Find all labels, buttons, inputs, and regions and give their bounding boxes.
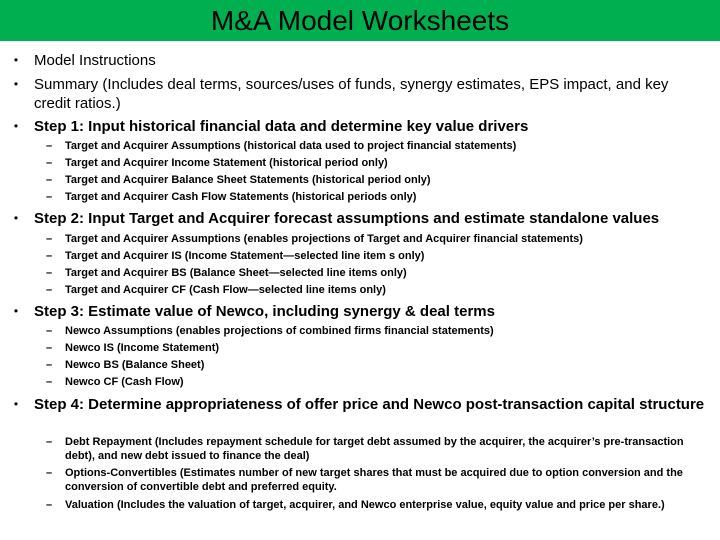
bullet-icon: • [13, 53, 19, 67]
sub-item-step1-assumptions: Target and Acquirer Assumptions (historical data used to project financial statements) [65, 140, 517, 152]
sub-bullet-icon: – [45, 342, 53, 354]
sub-bullet-icon: – [45, 250, 53, 262]
sub-bullet-icon: – [45, 267, 53, 279]
sub-item-step4-options: Options-Convertibles (Estimates number of new target shares that must be acquired due to option conversion and the conversion of convertible debt and preferred equity. [65, 467, 683, 493]
slide-title: M&A Model Worksheets [210, 5, 510, 36]
sub-item-step3-cf: Newco CF (Cash Flow) [65, 376, 184, 388]
sub-item-step2-assumptions: Target and Acquirer Assumptions (enables projections of Target and Acquirer financial statements) [65, 233, 583, 245]
sub-item-step1-cashflow: Target and Acquirer Cash Flow Statements (historical periods only) [65, 191, 417, 203]
sub-bullet-icon: – [45, 499, 53, 511]
bullet-icon: • [13, 211, 19, 225]
bullet-icon: • [13, 119, 19, 133]
sub-bullet-icon: – [45, 467, 53, 479]
sub-item-step3-bs: Newco BS (Balance Sheet) [65, 359, 205, 371]
sub-bullet-icon: – [45, 376, 53, 388]
bullet-step-2: Step 2: Input Target and Acquirer forecast assumptions and estimate standalone values [34, 210, 660, 227]
sub-item-step2-is: Target and Acquirer IS (Income Statement—selected line item s only) [65, 250, 425, 262]
sub-bullet-icon: – [45, 157, 53, 169]
bullet-step-4: Step 4: Determine appropriateness of offer price and Newco post-transaction capital structure [34, 396, 705, 413]
sub-item-step4-debt: Debt Repayment (Includes repayment schedule for target debt assumed by the acquirer, the acquirer’s pre-transaction debt), and new debt issued to finance the deal) [65, 436, 684, 462]
sub-item-step2-bs: Target and Acquirer BS (Balance Sheet—selected line items only) [65, 267, 407, 279]
sub-bullet-icon: – [45, 284, 53, 296]
sub-item-step3-is: Newco IS (Income Statement) [65, 342, 220, 354]
sub-item-step3-assumptions: Newco Assumptions (enables projections of combined firms financial statements) [65, 325, 494, 337]
sub-bullet-icon: – [45, 174, 53, 186]
sub-item-step4-valuation: Valuation (Includes the valuation of target, acquirer, and Newco enterprise value, equity value and price per share.) [65, 499, 665, 511]
bullet-step-3: Step 3: Estimate value of Newco, including synergy & deal terms [34, 303, 495, 320]
sub-bullet-icon: – [45, 233, 53, 245]
bullet-model-instructions: Model Instructions [34, 52, 156, 69]
sub-bullet-icon: – [45, 436, 53, 448]
sub-item-step1-income: Target and Acquirer Income Statement (historical period only) [65, 157, 388, 169]
sub-item-step2-cf: Target and Acquirer CF (Cash Flow—selected line items only) [65, 284, 386, 296]
bullet-summary: Summary (Includes deal terms, sources/uses of funds, synergy estimates, EPS impact, and key credit ratios.) [34, 76, 669, 112]
sub-bullet-icon: – [45, 191, 53, 203]
bullet-icon: • [13, 77, 19, 91]
sub-item-step1-balance: Target and Acquirer Balance Sheet Statements (historical period only) [65, 174, 431, 186]
bullet-icon: • [13, 397, 19, 411]
sub-bullet-icon: – [45, 359, 53, 371]
bullet-step-1: Step 1: Input historical financial data and determine key value drivers [34, 118, 529, 135]
sub-bullet-icon: – [45, 325, 53, 337]
bullet-icon: • [13, 304, 19, 318]
sub-bullet-icon: – [45, 140, 53, 152]
